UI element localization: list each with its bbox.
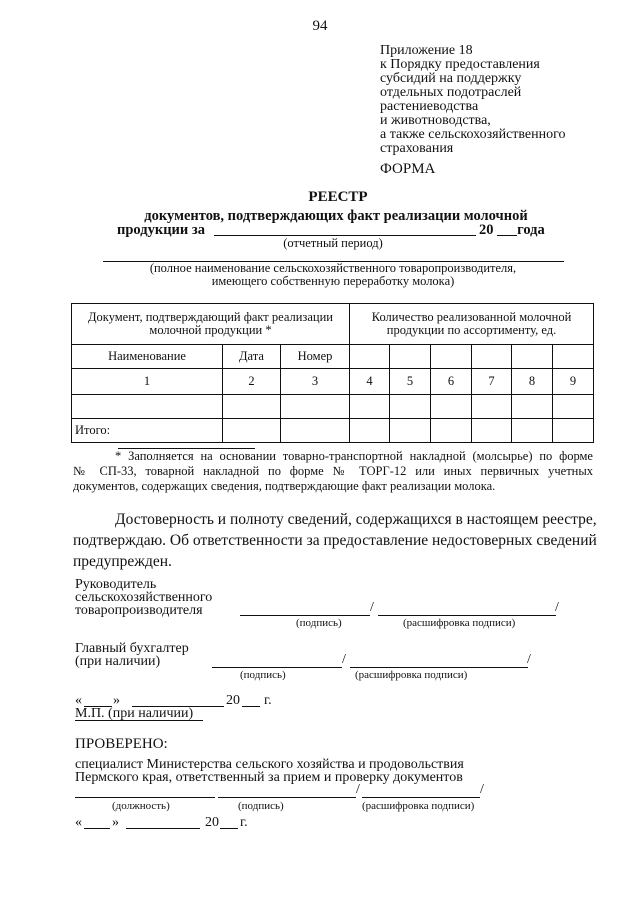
stamp-underline	[75, 720, 203, 721]
checked-signature-caption: (подпись)	[238, 800, 284, 812]
appendix-line: к Порядку предоставления	[380, 57, 540, 72]
head-signature-line[interactable]	[240, 615, 370, 616]
accountant-signature-line[interactable]	[212, 667, 342, 668]
registry-table	[71, 303, 594, 443]
doc-group-header: Документ, подтверждающий факт реализации молочной продукции *	[72, 304, 350, 345]
checked-signature-line[interactable]	[218, 797, 356, 798]
total-cell[interactable]	[350, 419, 390, 443]
qty-subcolumn	[512, 345, 553, 369]
checked-day-field-line[interactable]	[84, 828, 110, 829]
checked-line1: специалист Министерства сельского хозяйства и продовольствия	[75, 757, 464, 772]
accountant-signature-caption: (подпись)	[240, 669, 286, 681]
table-cell-empty[interactable]	[431, 395, 472, 419]
qty-subcolumn	[431, 345, 472, 369]
col-header-date: Дата	[223, 345, 281, 369]
producer-caption	[0, 262, 640, 288]
head-label-line1: Руководитель	[75, 577, 157, 592]
checked-year-prefix: 20	[205, 815, 219, 830]
appendix-line: растениеводства	[380, 99, 479, 114]
form-label: ФОРМА	[380, 161, 436, 177]
checked-decoding-line[interactable]	[362, 797, 480, 798]
checked-year-field-line[interactable]	[220, 828, 238, 829]
date-year-suffix: г.	[264, 693, 272, 708]
table-cell-empty[interactable]	[512, 395, 553, 419]
total-label: Итого:	[72, 419, 223, 443]
appendix-line: Приложение 18	[380, 43, 473, 58]
appendix-line: и животноводства,	[380, 113, 491, 128]
slash-separator: /	[555, 600, 559, 615]
appendix-line: страхования	[380, 141, 454, 156]
appendix-line: субсидий на поддержку	[380, 71, 522, 86]
head-label-line2: сельскохозяйственного	[75, 590, 213, 605]
slash-separator: /	[356, 782, 360, 797]
qty-subcolumn	[350, 345, 390, 369]
document-title-line1: документов, подтверждающих факт реализации молочной	[144, 208, 528, 224]
checked-year-suffix: г.	[240, 815, 248, 830]
year-suffix: года	[517, 222, 545, 238]
total-cell[interactable]	[281, 419, 350, 443]
date-year-field-line[interactable]	[242, 706, 260, 707]
column-number: 6	[431, 369, 472, 395]
checked-decoding-caption: (расшифровка подписи)	[362, 800, 475, 812]
accountant-decoding-line[interactable]	[350, 667, 528, 668]
appendix-header	[380, 44, 566, 156]
year-prefix: 20	[479, 222, 494, 238]
slash-separator: /	[480, 782, 484, 797]
position-field-line[interactable]	[75, 797, 215, 798]
checked-date-close-quote: »	[112, 815, 119, 830]
total-cell[interactable]	[553, 419, 594, 443]
col-header-name: Наименование	[72, 345, 223, 369]
qty-subcolumn	[472, 345, 512, 369]
table-cell-empty[interactable]	[223, 395, 281, 419]
table-cell-empty[interactable]	[72, 395, 223, 419]
checked-line2: Пермского края, ответственный за прием и проверку документов	[75, 770, 463, 785]
slash-separator: /	[370, 600, 374, 615]
table-cell-empty[interactable]	[472, 395, 512, 419]
total-cell[interactable]	[431, 419, 472, 443]
table-cell-empty[interactable]	[281, 395, 350, 419]
head-label-line3: товаропроизводителя	[75, 603, 203, 618]
column-number: 3	[281, 369, 350, 395]
producer-caption-line1: (полное наименование сельскохозяйственного товаропроизводителя,	[149, 261, 517, 275]
period-caption: (отчетный период)	[283, 236, 383, 250]
document-title-line2: продукции за	[117, 222, 205, 238]
head-decoding-line[interactable]	[378, 615, 556, 616]
total-cell[interactable]	[390, 419, 431, 443]
table-cell-empty[interactable]	[350, 395, 390, 419]
page-number: 94	[312, 18, 328, 34]
checked-date-open-quote: «	[75, 815, 82, 830]
date-close-quote: »	[113, 693, 120, 708]
confirmation-line1: Достоверность и полноту сведений, содержащихся в настоящем реестре,	[115, 511, 597, 528]
column-number: 7	[472, 369, 512, 395]
accountant-decoding-caption: (расшифровка подписи)	[355, 669, 468, 681]
footnote-line3: документов, содержащих сведения, подтверждающие факт реализации молока.	[73, 479, 496, 493]
head-signature-caption: (подпись)	[296, 617, 342, 629]
column-number: 1	[72, 369, 223, 395]
accountant-label-line1: Главный бухгалтер	[75, 641, 189, 656]
column-number: 2	[223, 369, 281, 395]
column-number: 4	[350, 369, 390, 395]
table-cell-empty[interactable]	[553, 395, 594, 419]
column-number: 8	[512, 369, 553, 395]
qty-group-header: Количество реализованной молочной продукции по ассортименту, ед.	[350, 304, 594, 345]
document-heading: РЕЕСТР	[308, 189, 368, 205]
appendix-line: отдельных подотраслей	[380, 85, 522, 100]
footnote-line2: № СП-33, товарной накладной по форме № ТОРГ-12 или иных первичных учетных	[73, 464, 593, 478]
column-number: 9	[553, 369, 594, 395]
accountant-label-line2: (при наличии)	[75, 654, 161, 669]
date-open-quote: «	[75, 693, 82, 708]
appendix-line: а также сельскохозяйственного	[380, 127, 566, 142]
confirmation-line3: предупрежден.	[73, 553, 172, 570]
total-cell[interactable]	[512, 419, 553, 443]
col-header-number: Номер	[281, 345, 350, 369]
producer-caption-line2: имеющего собственную переработку молока)	[211, 274, 455, 288]
column-number: 5	[390, 369, 431, 395]
date-year-prefix: 20	[226, 693, 240, 708]
stamp-label: М.П. (при наличии)	[75, 706, 194, 721]
qty-subcolumn	[390, 345, 431, 369]
confirmation-line2: подтверждаю. Об ответственности за предоставление недостоверных сведений	[73, 532, 597, 549]
confirmation-paragraph	[73, 509, 597, 572]
footnote	[73, 449, 593, 494]
total-cell[interactable]	[223, 419, 281, 443]
total-cell[interactable]	[472, 419, 512, 443]
slash-separator: /	[527, 652, 531, 667]
table-cell-empty[interactable]	[390, 395, 431, 419]
footnote-line1: * Заполняется на основании товарно-транспортной накладной (молсырье) по форме	[115, 449, 593, 463]
slash-separator: /	[342, 652, 346, 667]
checked-month-field-line[interactable]	[126, 828, 200, 829]
qty-subcolumn	[553, 345, 594, 369]
checked-heading: ПРОВЕРЕНО:	[75, 736, 168, 752]
head-decoding-caption: (расшифровка подписи)	[403, 617, 516, 629]
position-caption: (должность)	[112, 800, 170, 812]
